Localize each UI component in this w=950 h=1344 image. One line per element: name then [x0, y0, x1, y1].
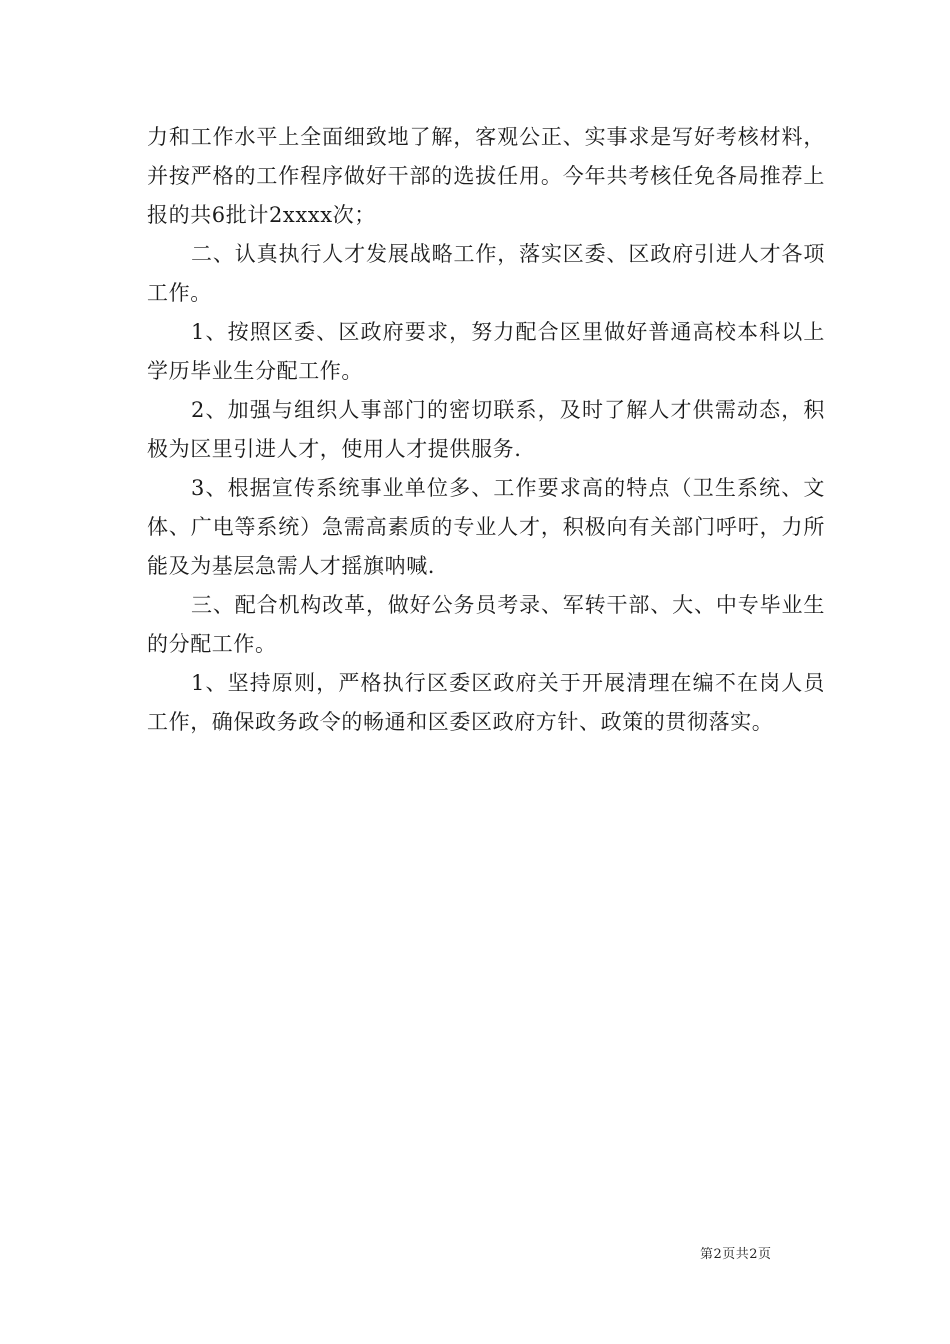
paragraph-item-1: 1、按照区委、区政府要求，努力配合区里做好普通高校本科以上学历毕业生分配工作。 — [147, 320, 825, 383]
page-number-footer: 第2页共2页 — [700, 1247, 772, 1262]
paragraph-item-3: 3、根据宣传系统事业单位多、工作要求高的特点（卫生系统、文体、广电等系统）急需高素质的专业人才，积极向有关部门呼吁，力所能及为基层急需人才摇旗呐喊. — [147, 476, 825, 578]
document-body — [147, 118, 825, 742]
paragraph-item-2: 2、加强与组织人事部门的密切联系，及时了解人才供需动态，积极为区里引进人才，使用人才提供服务. — [147, 398, 825, 461]
paragraph-section-two-heading: 二、认真执行人才发展战略工作，落实区委、区政府引进人才各项工作。 — [147, 242, 825, 305]
paragraph-continuation: 力和工作水平上全面细致地了解，客观公正、实事求是写好考核材料，并按严格的工作程序做好干部的选拔任用。今年共考核任免各局推荐上报的共6批计2xxxx次； — [147, 125, 825, 227]
paragraph-section-three-heading: 三、配合机构改革，做好公务员考录、军转干部、大、中专毕业生的分配工作。 — [147, 593, 825, 656]
paragraph-section-three-item-1: 1、坚持原则，严格执行区委区政府关于开展清理在编不在岗人员工作，确保政务政令的畅通和区委区政府方针、政策的贯彻落实。 — [147, 671, 825, 734]
